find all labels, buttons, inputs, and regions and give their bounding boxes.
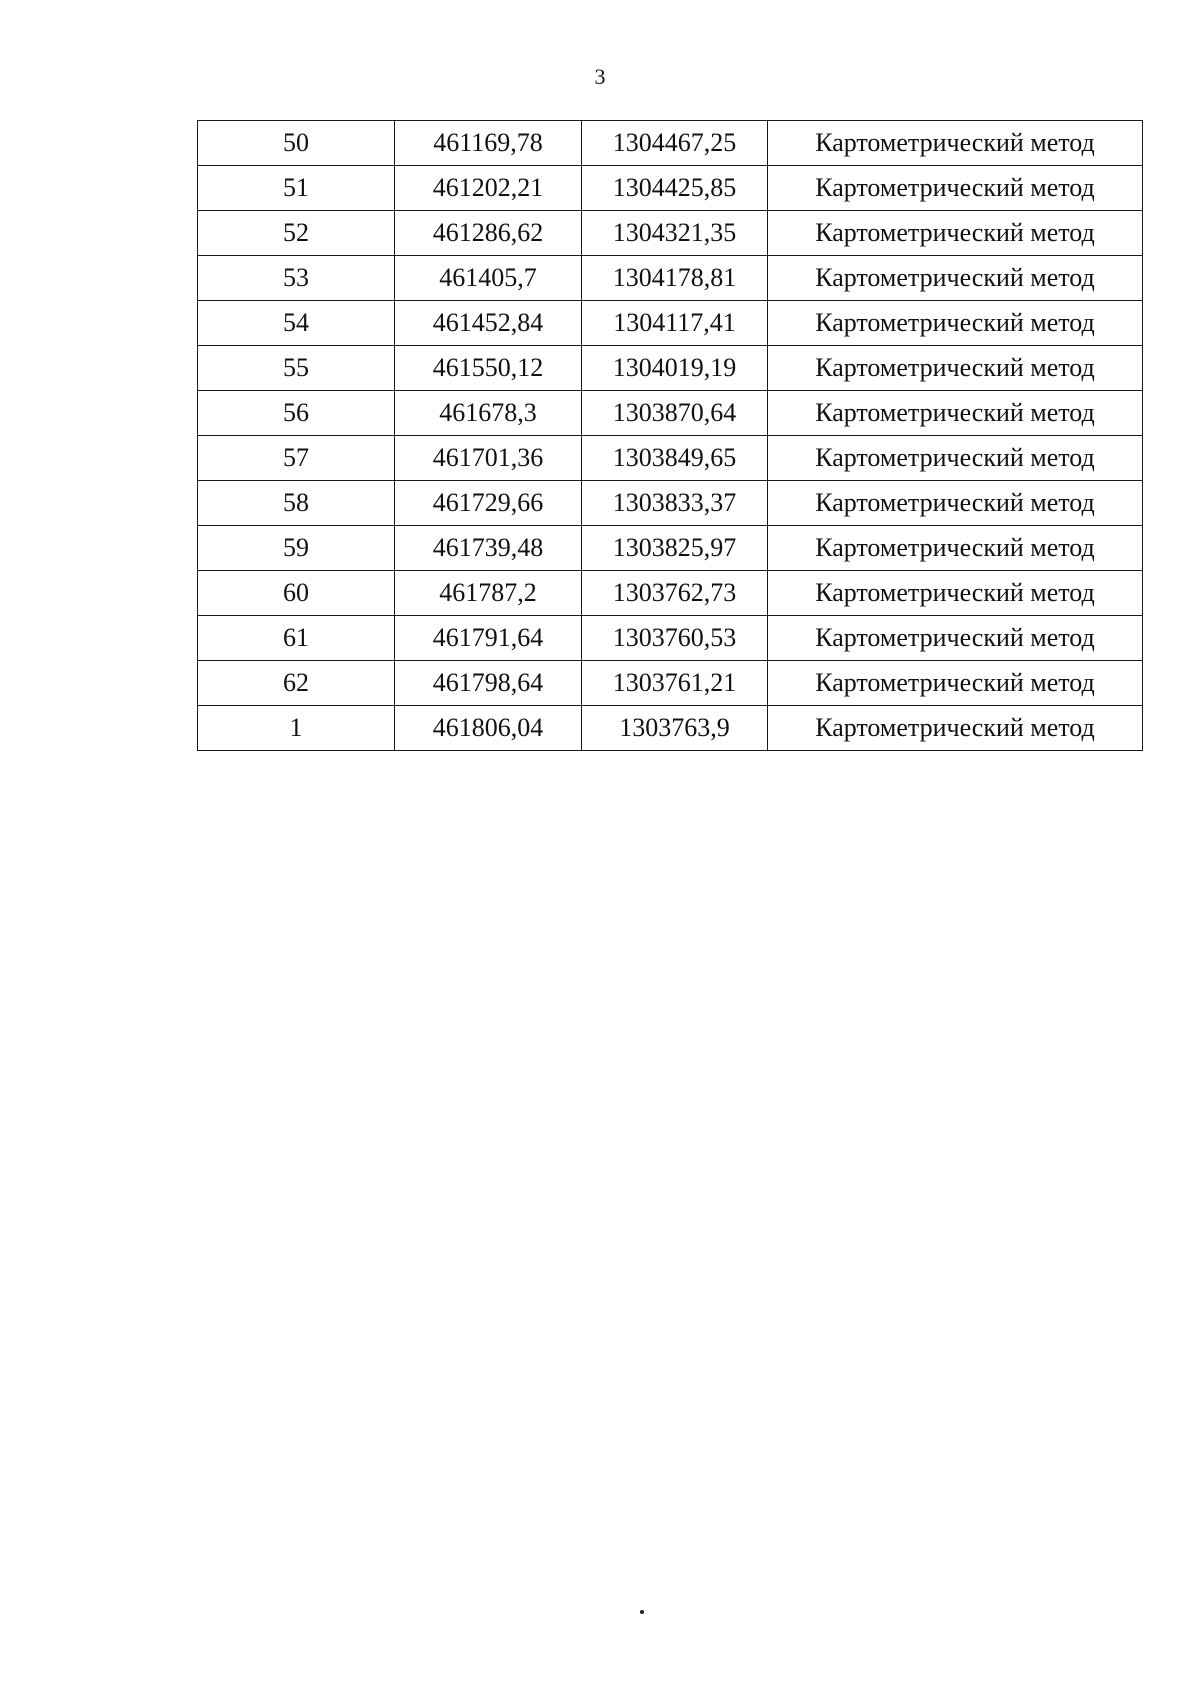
method-cell: Картометрический метод: [768, 121, 1143, 166]
method-cell: Картометрический метод: [768, 256, 1143, 301]
point-number-cell: 50: [198, 121, 395, 166]
table-row: [198, 481, 1143, 526]
method-cell: Картометрический метод: [768, 211, 1143, 256]
point-number-cell: 54: [198, 301, 395, 346]
y-coordinate-cell: 1303763,9: [582, 706, 768, 751]
method-cell: Картометрический метод: [768, 616, 1143, 661]
point-number-cell: 58: [198, 481, 395, 526]
y-coordinate-cell: 1303849,65: [582, 436, 768, 481]
y-coordinate-cell: 1303761,21: [582, 661, 768, 706]
method-cell: Картометрический метод: [768, 166, 1143, 211]
x-coordinate-cell: 461550,12: [395, 346, 582, 391]
table-row: [198, 436, 1143, 481]
table-row: [198, 256, 1143, 301]
x-coordinate-cell: 461798,64: [395, 661, 582, 706]
point-number-cell: 51: [198, 166, 395, 211]
y-coordinate-cell: 1304321,35: [582, 211, 768, 256]
x-coordinate-cell: 461169,78: [395, 121, 582, 166]
coordinates-table: [197, 120, 1143, 751]
x-coordinate-cell: 461678,3: [395, 391, 582, 436]
method-cell: Картометрический метод: [768, 571, 1143, 616]
method-cell: Картометрический метод: [768, 706, 1143, 751]
method-cell: Картометрический метод: [768, 436, 1143, 481]
x-coordinate-cell: 461791,64: [395, 616, 582, 661]
x-coordinate-cell: 461787,2: [395, 571, 582, 616]
x-coordinate-cell: 461202,21: [395, 166, 582, 211]
x-coordinate-cell: 461739,48: [395, 526, 582, 571]
y-coordinate-cell: 1304425,85: [582, 166, 768, 211]
y-coordinate-cell: 1303760,53: [582, 616, 768, 661]
point-number-cell: 55: [198, 346, 395, 391]
table-row: [198, 391, 1143, 436]
y-coordinate-cell: 1303762,73: [582, 571, 768, 616]
table-row: [198, 526, 1143, 571]
x-coordinate-cell: 461286,62: [395, 211, 582, 256]
table-row: [198, 616, 1143, 661]
point-number-cell: 52: [198, 211, 395, 256]
table-row: [198, 706, 1143, 751]
table-row: [198, 121, 1143, 166]
y-coordinate-cell: 1303833,37: [582, 481, 768, 526]
point-number-cell: 62: [198, 661, 395, 706]
method-cell: Картометрический метод: [768, 481, 1143, 526]
x-coordinate-cell: 461452,84: [395, 301, 582, 346]
table-row: [198, 301, 1143, 346]
table-row: [198, 571, 1143, 616]
y-coordinate-cell: 1304467,25: [582, 121, 768, 166]
y-coordinate-cell: 1304019,19: [582, 346, 768, 391]
x-coordinate-cell: 461729,66: [395, 481, 582, 526]
point-number-cell: 57: [198, 436, 395, 481]
point-number-cell: 53: [198, 256, 395, 301]
page-number: 3: [594, 64, 606, 89]
point-number-cell: 61: [198, 616, 395, 661]
method-cell: Картометрический метод: [768, 391, 1143, 436]
y-coordinate-cell: 1304117,41: [582, 301, 768, 346]
x-coordinate-cell: 461806,04: [395, 706, 582, 751]
x-coordinate-cell: 461405,7: [395, 256, 582, 301]
point-number-cell: 59: [198, 526, 395, 571]
table-row: [198, 346, 1143, 391]
point-number-cell: 60: [198, 571, 395, 616]
method-cell: Картометрический метод: [768, 526, 1143, 571]
method-cell: Картометрический метод: [768, 661, 1143, 706]
point-number-cell: 1: [198, 706, 395, 751]
method-cell: Картометрический метод: [768, 346, 1143, 391]
y-coordinate-cell: 1303825,97: [582, 526, 768, 571]
table-row: [198, 166, 1143, 211]
y-coordinate-cell: 1304178,81: [582, 256, 768, 301]
y-coordinate-cell: 1303870,64: [582, 391, 768, 436]
table-row: [198, 661, 1143, 706]
coordinates-table-body: [198, 121, 1143, 751]
method-cell: Картометрический метод: [768, 301, 1143, 346]
stray-dot-mark: [640, 1610, 644, 1614]
x-coordinate-cell: 461701,36: [395, 436, 582, 481]
table-row: [198, 211, 1143, 256]
point-number-cell: 56: [198, 391, 395, 436]
